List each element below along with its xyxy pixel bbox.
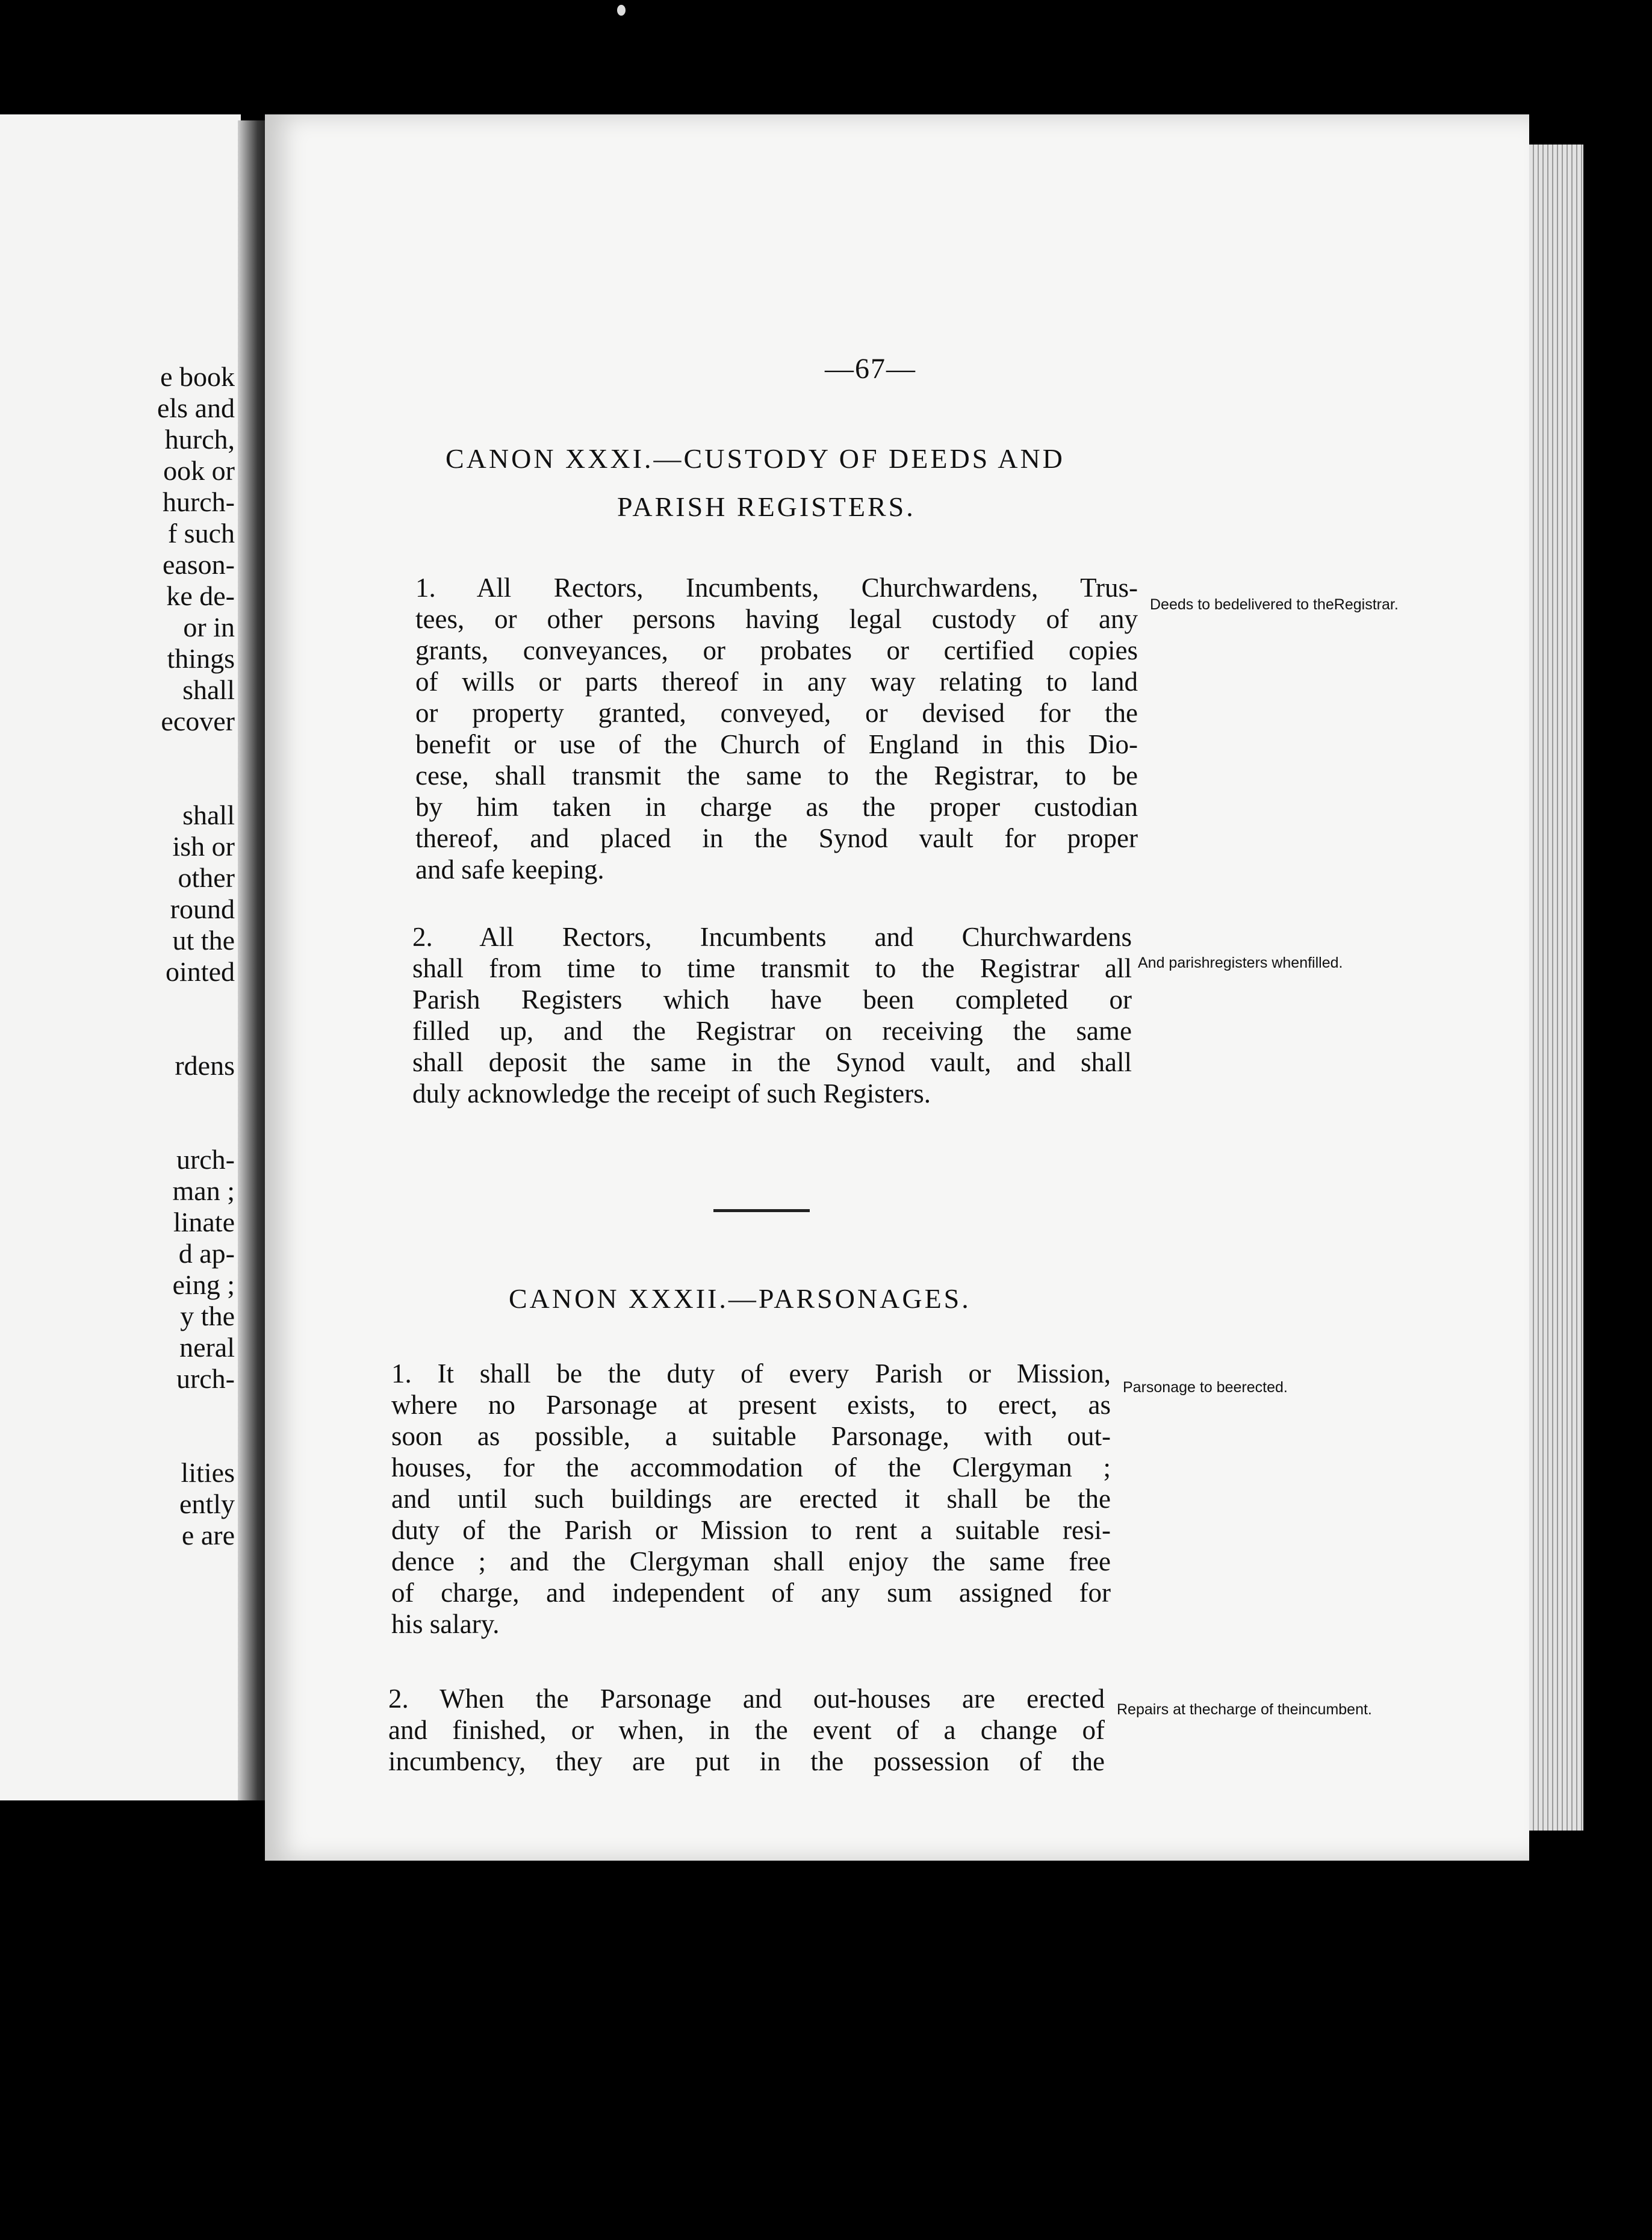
text-line: shall deposit the same in the Synod vault, and shall: [412, 1047, 1132, 1077]
text-line: 2. All Rectors, Incumbents and Churchwardens: [412, 922, 1132, 952]
canon-31-paragraph-1: [415, 572, 1138, 885]
canon-32-margin-note-1: [1123, 1379, 1288, 1396]
text-line: grants, conveyances, or probates or certified copies: [415, 635, 1138, 665]
left-page-line: e book: [160, 361, 235, 392]
text-line: 1. All Rectors, Incumbents, Churchwardens, Trus-: [415, 573, 1138, 603]
text-line: cese, shall transmit the same to the Registrar, to be: [415, 761, 1138, 791]
left-page-line: other: [178, 862, 235, 893]
text-line: duly acknowledge the receipt of such Registers.: [412, 1078, 931, 1109]
margin-note-line: incumbent.: [1298, 1701, 1372, 1718]
left-page-line: ke de-: [166, 580, 235, 611]
margin-note-line: And parish: [1138, 954, 1210, 971]
text-line: shall from time to time transmit to the Registrar all: [412, 953, 1132, 983]
left-page-line: f such: [167, 518, 235, 549]
left-page-line: ook or: [163, 455, 235, 486]
left-page-line: things: [167, 643, 235, 674]
left-page-line: neral: [179, 1332, 235, 1363]
left-page-line: e are: [181, 1520, 235, 1551]
left-page-line: ointed: [166, 956, 235, 987]
text-line: and safe keeping.: [415, 854, 604, 885]
canon-32-title: CANON XXXII.—PARSONAGES.: [509, 1283, 971, 1314]
left-page-line: round: [170, 894, 235, 924]
canon-32-paragraph-2: [388, 1683, 1105, 1777]
left-page-line: man ;: [172, 1175, 235, 1206]
margin-note-line: Deeds to be: [1150, 596, 1231, 613]
margin-note-line: charge of the: [1210, 1701, 1299, 1718]
left-page-line: rdens: [175, 1050, 235, 1081]
left-page-line: linate: [173, 1207, 235, 1237]
text-line: Parish Registers which have been completed or: [412, 985, 1132, 1015]
left-page-line: urch-: [176, 1363, 235, 1394]
left-page-line: urch-: [176, 1144, 235, 1175]
text-line: benefit or use of the Church of England in this Dio-: [415, 729, 1138, 759]
section-divider: [713, 1209, 810, 1212]
canon-32-paragraph-1: [391, 1358, 1111, 1640]
left-page-line: eing ;: [172, 1269, 235, 1300]
text-line: tees, or other persons having legal custody of any: [415, 604, 1138, 634]
text-line: and until such buildings are erected it shall be the: [391, 1484, 1111, 1514]
margin-note-line: registers when: [1210, 954, 1308, 971]
canon-31-paragraph-2: [412, 921, 1132, 1109]
left-page-line: hurch,: [164, 424, 235, 455]
canon-31-margin-note-2: [1138, 954, 1343, 971]
left-page-line: els and: [157, 393, 235, 423]
left-page-line: ish or: [172, 831, 235, 862]
text-line: soon as possible, a suitable Parsonage, with out-: [391, 1421, 1111, 1451]
text-line: of wills or parts thereof in any way relating to land: [415, 667, 1138, 697]
text-line: and finished, or when, in the event of a change of: [388, 1715, 1105, 1745]
text-line: filled up, and the Registrar on receiving the same: [412, 1016, 1132, 1046]
left-page-line: y the: [180, 1301, 235, 1331]
text-line: duty of the Parish or Mission to rent a suitable resi-: [391, 1515, 1111, 1545]
text-line: 1. It shall be the duty of every Parish or Mission,: [391, 1358, 1111, 1389]
left-page-line: hurch-: [162, 487, 235, 517]
margin-note-line: delivered to the: [1231, 596, 1334, 613]
text-line: houses, for the accommodation of the Clergyman ;: [391, 1452, 1111, 1482]
text-line: dence ; and the Clergyman shall enjoy the same free: [391, 1546, 1111, 1576]
left-page-line: eason-: [162, 549, 235, 580]
dust-speck: [617, 5, 626, 16]
text-line: or property granted, conveyed, or devised for the: [415, 698, 1138, 728]
left-page-line: lities: [181, 1457, 235, 1488]
canon-31-margin-note-1: [1150, 596, 1399, 613]
text-line: thereof, and placed in the Synod vault for proper: [415, 823, 1138, 853]
canon-31-title-line1: CANON XXXI.—CUSTODY OF DEEDS AND: [446, 443, 1065, 474]
page-edges: [1529, 145, 1583, 1831]
left-page-line: d ap-: [178, 1238, 235, 1269]
text-line: incumbency, they are put in the possession of the: [388, 1746, 1105, 1776]
canon-31-title-line2: PARISH REGISTERS.: [617, 491, 916, 522]
text-line: where no Parsonage at present exists, to erect, as: [391, 1390, 1111, 1420]
left-page-line: ecover: [161, 706, 235, 736]
left-page-line: shall: [182, 800, 235, 830]
text-line: 2. When the Parsonage and out-houses are erected: [388, 1684, 1105, 1714]
left-page-line: ut the: [172, 925, 235, 956]
text-line: of charge, and independent of any sum assigned for: [391, 1578, 1111, 1608]
left-page-line: shall: [182, 674, 235, 705]
margin-note-line: Registrar.: [1334, 596, 1399, 613]
margin-note-line: erected.: [1233, 1379, 1288, 1396]
left-page-line: ently: [179, 1489, 235, 1519]
margin-note-line: Repairs at the: [1117, 1701, 1211, 1718]
text-line: his salary.: [391, 1609, 500, 1639]
margin-note-line: filled.: [1308, 954, 1343, 971]
page-number: —67—: [825, 353, 916, 385]
left-page-line: or in: [183, 612, 235, 642]
canon-32-margin-note-2: [1117, 1701, 1372, 1718]
text-line: by him taken in charge as the proper custodian: [415, 792, 1138, 822]
margin-note-line: Parsonage to be: [1123, 1379, 1234, 1396]
